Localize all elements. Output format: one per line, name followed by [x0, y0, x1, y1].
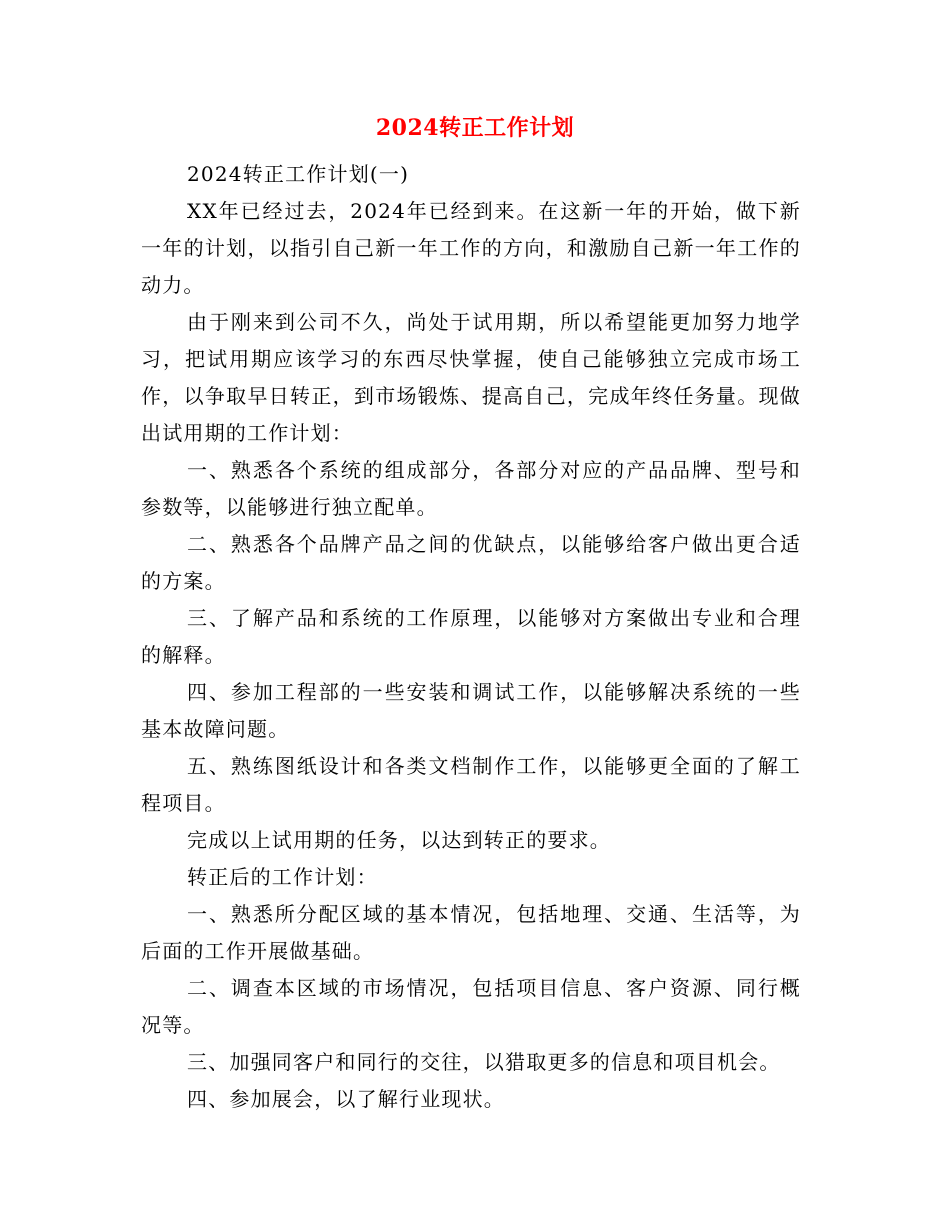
document-title: 2024转正工作计划 — [375, 115, 575, 141]
list-item: 三、加强同客户和同行的交往，以猎取更多的信息和项目机会。 — [187, 1050, 781, 1074]
list-item: 二、调查本区域的市场情况，包括项目信息、客户资源、同行概况等。 — [141, 976, 801, 1037]
paragraph: XX年已经过去，2024年已经到来。在这新一年的开始，做下新一年的计划，以指引自己新一年工作的方向，和激励自己新一年工作的动力。 — [141, 199, 801, 297]
list-item: 一、熟悉所分配区域的基本情况，包括地理、交通、生活等，为后面的工作开展做基础。 — [141, 902, 801, 963]
section-heading: 2024转正工作计划(一) — [187, 162, 410, 186]
paragraph: 由于刚来到公司不久，尚处于试用期，所以希望能更加努力地学习，把试用期应该学习的东西尽快掌握，使自己能够独立完成市场工作，以争取早日转正，到市场锻炼、提高自己，完成年终任务量。现做出试用期的工作计划： — [141, 310, 801, 445]
list-item: 五、熟练图纸设计和各类文档制作工作，以能够更全面的了解工程项目。 — [141, 754, 801, 815]
subheading: 转正后的工作计划： — [187, 865, 378, 889]
list-item: 三、了解产品和系统的工作原理，以能够对方案做出专业和合理的解释。 — [141, 606, 801, 667]
list-item: 四、参加工程部的一些安装和调试工作，以能够解决系统的一些基本故障问题。 — [141, 680, 801, 741]
document-body — [141, 156, 801, 1118]
list-item: 二、熟悉各个品牌产品之间的优缺点，以能够给客户做出更合适的方案。 — [141, 532, 801, 593]
list-item: 四、参加展会，以了解行业现状。 — [187, 1087, 505, 1111]
list-item: 一、熟悉各个系统的组成部分，各部分对应的产品品牌、型号和参数等，以能够进行独立配单。 — [141, 458, 801, 519]
paragraph: 完成以上试用期的任务，以达到转正的要求。 — [187, 828, 611, 852]
